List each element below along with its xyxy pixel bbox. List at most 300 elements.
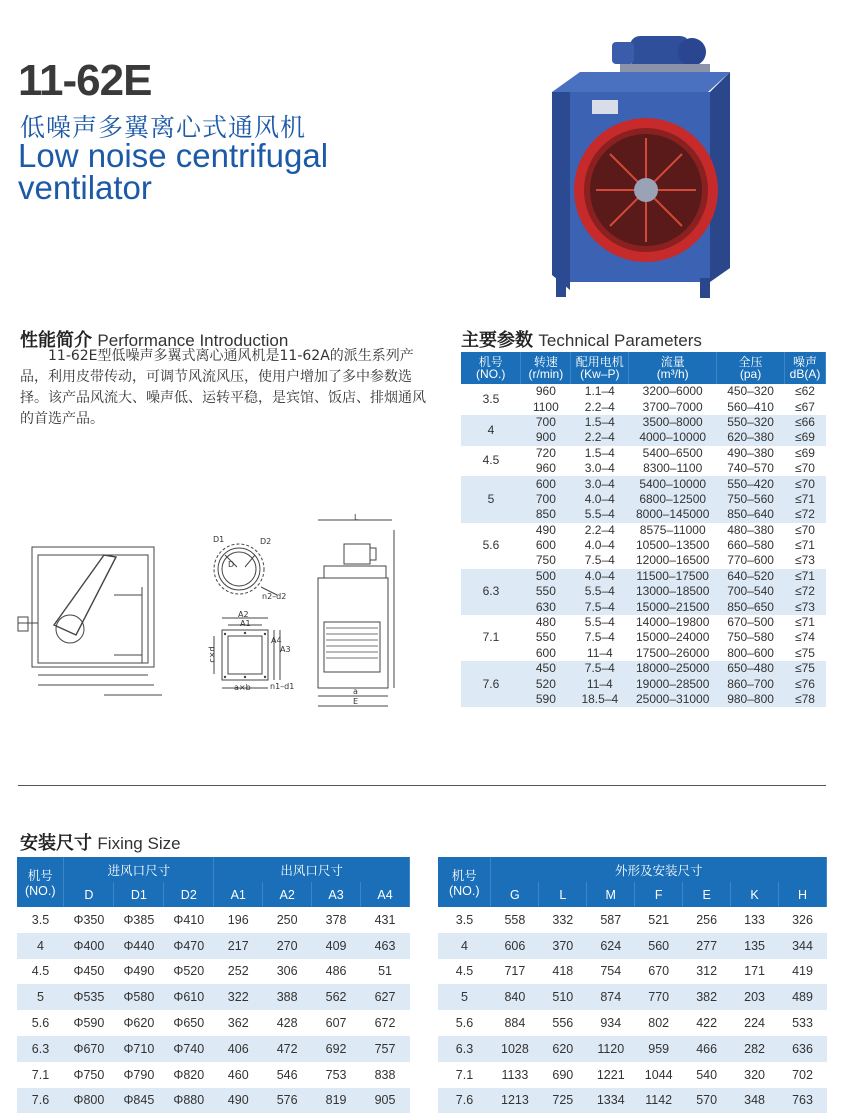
tech-cell: ≤67: [795, 399, 815, 414]
fixR-cell: 312: [696, 964, 718, 979]
tech-cell: 5.5–4: [584, 615, 615, 630]
fixL-row: [17, 933, 410, 959]
label-n1-d1: n1–d1: [270, 682, 295, 691]
fixL-cell: 270: [263, 933, 312, 959]
fixR-cell: 1120: [587, 1036, 635, 1062]
fixL-cell: 6.3: [17, 1036, 64, 1062]
tech-cell: 560–410: [727, 399, 774, 414]
fixL-cell: Φ790: [123, 1067, 155, 1082]
fixR-cell: 934: [600, 1016, 622, 1031]
tech-cell: 1.5–4: [584, 445, 615, 460]
tech-cell: ≤70: [795, 461, 815, 476]
fixR-col-e: E: [683, 882, 731, 907]
tech-cell: 640–520: [717, 569, 785, 584]
fixR-cell: 624: [587, 933, 635, 959]
fixR-cell: 840: [491, 984, 539, 1010]
fixL-cell: 905: [361, 1088, 410, 1113]
fixL-cell: 692: [312, 1036, 361, 1062]
fixL-cell: Φ490: [123, 964, 155, 979]
fixL-cell: Φ820: [173, 1067, 205, 1082]
fixR-cell: 171: [744, 964, 765, 979]
fixL-col-d1: D1: [114, 882, 164, 907]
label-d2: D2: [260, 537, 272, 546]
tech-cell: 550–320: [717, 415, 785, 430]
tech-cell: 12000–16500: [635, 553, 710, 568]
fixR-cell: 959: [635, 1036, 683, 1062]
fixL-cell: 460: [227, 1067, 249, 1082]
tech-cell: 600: [535, 645, 556, 660]
fixL-cell: Φ610: [164, 984, 214, 1010]
technical-heading: [461, 326, 702, 352]
fixL-cell: 5.6: [31, 1016, 50, 1031]
fixR-cell: 1334: [587, 1088, 635, 1113]
fixL-cell: Φ740: [164, 1036, 214, 1062]
tech-cell: 7.5–4: [571, 661, 629, 676]
tech-col-header-line1: 流量: [660, 355, 685, 369]
tech-cell-no: 5.6: [482, 538, 500, 553]
tech-cell: 2.2–4: [571, 430, 629, 445]
fixR-row: [438, 1010, 827, 1036]
fixL-row: [17, 1088, 410, 1113]
fixR-row: [438, 959, 827, 985]
fixL-cell: 196: [227, 912, 249, 927]
tech-col-header-line1: 噪声: [792, 355, 817, 369]
tech-cell: 850–640: [717, 507, 785, 522]
fixR-no-header: 机号 (NO.): [438, 857, 491, 907]
tech-cell: ≤62: [795, 384, 815, 399]
tech-cell: 14000–19800: [635, 615, 710, 630]
fixL-cell: 7.6: [17, 1088, 64, 1113]
fixR-cell: 1221: [596, 1067, 625, 1082]
fixL-cell: 217: [214, 933, 263, 959]
tech-cell: 3.0–4: [584, 461, 615, 476]
tech-cell: 700: [521, 415, 571, 430]
tech-row: [461, 476, 826, 491]
tech-cell: 4000–10000: [629, 430, 717, 445]
tech-cell: 5.5–4: [571, 584, 629, 599]
fixR-cell: 489: [779, 984, 827, 1010]
tech-cell: ≤71: [795, 615, 815, 630]
fixR-col-l: L: [539, 882, 587, 907]
tech-cell: ≤71: [785, 569, 826, 584]
tech-cell: 25000–31000: [629, 692, 717, 707]
tech-cell: 7.5–4: [584, 553, 615, 568]
tech-cell-no: 5: [461, 476, 521, 522]
tech-cell: ≤66: [785, 415, 826, 430]
fixL-cell: 546: [276, 1067, 298, 1082]
tech-cell: ≤78: [785, 692, 826, 707]
performance-heading-cn: 性能简介: [20, 330, 92, 351]
tech-cell: ≤72: [785, 507, 826, 522]
tech-cell: 11500–17500: [629, 569, 717, 584]
tech-cell: ≤75: [785, 661, 826, 676]
technical-header-row: [461, 352, 826, 384]
tech-col-header: [461, 352, 521, 384]
fixL-row: [17, 959, 410, 985]
fixL-cell: 431: [374, 912, 396, 927]
tech-row: [461, 523, 826, 538]
fixL-cell: 472: [263, 1036, 312, 1062]
fixR-cell: 560: [635, 933, 683, 959]
tech-cell: 800–600: [727, 645, 774, 660]
tech-cell: 740–570: [727, 461, 774, 476]
fixR-cell: 884: [504, 1016, 526, 1031]
tech-cell: 900: [521, 430, 571, 445]
tech-cell: 10500–13500: [635, 538, 710, 553]
fixL-cell: 757: [361, 1036, 410, 1062]
label-l: L: [354, 513, 359, 522]
label-axb: a×b: [234, 683, 251, 692]
performance-text: [20, 346, 432, 430]
fixL-no-header: 机号 (NO.): [17, 857, 64, 907]
fixR-cell: 4: [438, 933, 491, 959]
fixL-col-d: D: [64, 882, 114, 907]
fixR-cell: 670: [648, 964, 670, 979]
fixR-cell: 382: [683, 984, 731, 1010]
tech-cell: ≤69: [795, 445, 815, 460]
tech-cell: 1100: [532, 399, 559, 414]
tech-cell-no: 3.5: [482, 391, 500, 406]
tech-col-header-line2: (m³/h): [656, 367, 689, 381]
tech-cell: 19000–28500: [629, 676, 717, 691]
tech-cell: 450: [521, 661, 571, 676]
fixR-cell: 224: [744, 1016, 765, 1031]
tech-cell: 960: [535, 461, 556, 476]
fixR-cell: 282: [731, 1036, 779, 1062]
fixR-row: [438, 1036, 827, 1062]
label-a1: A1: [240, 619, 251, 628]
tech-col-header-line1: 转速: [533, 355, 558, 369]
fixR-cell: 5.6: [455, 1016, 474, 1031]
fixL-row: [17, 907, 410, 933]
fixL-row: [17, 1062, 410, 1088]
tech-cell: 480–380: [727, 522, 774, 537]
fixL-cell: Φ800: [64, 1088, 114, 1113]
fixL-cell: Φ450: [73, 964, 105, 979]
tech-cell: ≤72: [785, 584, 826, 599]
fixL-col-d2: D2: [164, 882, 214, 907]
tech-row: [461, 415, 826, 430]
fixL-cell: 378: [325, 912, 347, 927]
fixR-cell: 690: [552, 1067, 574, 1082]
fixR-cell: 533: [792, 1016, 813, 1031]
fixL-row: [17, 1010, 410, 1036]
fixL-cell: 409: [312, 933, 361, 959]
fixL-col-a1: A1: [214, 882, 263, 907]
tech-cell: 600: [521, 476, 571, 491]
tech-cell: 15000–21500: [629, 599, 717, 614]
tech-cell: 7.5–4: [571, 599, 629, 614]
tech-cell: 700–540: [717, 584, 785, 599]
tech-cell: 960: [535, 384, 556, 399]
title-english-line1: Low noise centrifugal: [18, 137, 329, 174]
title-english: [18, 137, 329, 206]
fixL-cell: 250: [276, 912, 298, 927]
fixR-col-g: G: [491, 882, 539, 907]
tech-row: [461, 569, 826, 584]
tech-cell-no: 7.6: [461, 661, 521, 707]
tech-col-header-line2: (r/min): [528, 367, 564, 381]
tech-cell: ≤73: [785, 599, 826, 614]
fixR-cell: 203: [731, 984, 779, 1010]
label-a2: A2: [238, 610, 249, 619]
fixR-cell: 418: [552, 964, 574, 979]
fixL-cell: 3.5: [31, 912, 50, 927]
tech-cell: 8000–145000: [629, 507, 717, 522]
fixR-cell: 620: [539, 1036, 587, 1062]
technical-heading-en: Technical Parameters: [538, 331, 702, 350]
fixL-col-a4: A4: [361, 882, 410, 907]
section-divider: [18, 785, 826, 786]
fixR-cell: 320: [744, 1067, 765, 1082]
fixR-cell: 370: [539, 933, 587, 959]
fixR-group-header: 外形及安装尺寸: [491, 857, 827, 882]
fixing-table-right: [438, 857, 827, 1113]
tech-cell: 750: [535, 553, 556, 568]
fixR-cell: 3.5: [455, 912, 474, 927]
fixR-cell: 717: [504, 964, 526, 979]
tech-cell: 3500–8000: [629, 415, 717, 430]
fixL-cell: Φ580: [114, 984, 164, 1010]
tech-col-header-line1: 全压: [738, 355, 763, 369]
fixR-cell: 754: [600, 964, 622, 979]
fixR-row: [438, 984, 827, 1010]
fixR-cell: 636: [779, 1036, 827, 1062]
fixR-cell: 1213: [491, 1088, 539, 1113]
fixL-row: [17, 984, 410, 1010]
fixL-cell: Φ880: [164, 1088, 214, 1113]
tech-cell: 850–650: [717, 599, 785, 614]
fixR-cell: 702: [792, 1067, 813, 1082]
tech-cell: 720: [535, 445, 556, 460]
fixR-cell: 570: [683, 1088, 731, 1113]
fixR-cell: 7.6: [438, 1088, 491, 1113]
label-d1: D1: [213, 535, 225, 544]
fixL-cell: 306: [276, 964, 298, 979]
model-number: 11-62E: [18, 56, 152, 105]
fixL-cell: 252: [227, 964, 249, 979]
label-a4: A4: [271, 636, 282, 645]
tech-cell: 620–380: [717, 430, 785, 445]
fixing-heading-cn: 安装尺寸: [20, 833, 92, 854]
tech-cell: ≤71: [785, 492, 826, 507]
fixL-cell: 819: [312, 1088, 361, 1113]
tech-cell: 600: [535, 538, 556, 553]
tech-cell: 1.5–4: [571, 415, 629, 430]
tech-col-header-line2: (NO.): [476, 367, 506, 381]
label-n2-d2: n2–d2: [262, 592, 287, 601]
tech-cell: 11–4: [586, 645, 613, 660]
tech-cell: 5400–10000: [629, 476, 717, 491]
tech-cell: ≤76: [785, 676, 826, 691]
fixR-cell: 256: [696, 912, 718, 927]
fixR-cell: 422: [696, 1016, 718, 1031]
fixing-heading-en: Fixing Size: [97, 834, 181, 853]
tech-cell-no: 4.5: [482, 453, 500, 468]
label-cxd: c×d: [207, 646, 217, 663]
fixR-cell: 606: [491, 933, 539, 959]
fixR-cell: 802: [648, 1016, 670, 1031]
fixL-cell: 627: [361, 984, 410, 1010]
tech-cell: 860–700: [717, 676, 785, 691]
tech-cell: 770–600: [727, 553, 774, 568]
tech-cell: 980–800: [717, 692, 785, 707]
fixL-row: [17, 1036, 410, 1062]
fixL-cell: Φ620: [123, 1016, 155, 1031]
fixL-cell: Φ470: [164, 933, 214, 959]
tech-row: [461, 615, 826, 630]
tech-cell: 550: [535, 630, 556, 645]
fixL-cell: Φ385: [123, 912, 155, 927]
fixL-cell: Φ520: [173, 964, 205, 979]
technical-table: [461, 352, 826, 707]
tech-cell: 7.5–4: [584, 630, 615, 645]
front-view-drawing: [310, 510, 400, 710]
fixL-cell: 7.1: [31, 1067, 50, 1082]
title-english-line2: ventilator: [18, 169, 152, 206]
tech-cell: 2.2–4: [584, 399, 615, 414]
tech-cell-no: 6.3: [461, 569, 521, 615]
tech-col-header-line2: (pa): [739, 367, 762, 381]
title-chinese: 低噪声多翼离心式通风机: [20, 113, 307, 142]
fixing-table-left: [17, 857, 410, 1113]
fixL-inlet-header: 进风口尺寸: [64, 857, 214, 882]
fixL-cell: 322: [214, 984, 263, 1010]
fixL-cell: 406: [214, 1036, 263, 1062]
fixL-cell: 562: [312, 984, 361, 1010]
tech-row: [461, 384, 826, 399]
tech-cell: 1.1–4: [584, 384, 615, 399]
fixL-cell: 838: [374, 1067, 396, 1082]
tech-cell: 750–560: [717, 492, 785, 507]
fixR-cell: 770: [635, 984, 683, 1010]
fixR-cell: 725: [539, 1088, 587, 1113]
fixL-cell: Φ845: [114, 1088, 164, 1113]
fixL-cell: 388: [263, 984, 312, 1010]
fixR-cell: 5: [438, 984, 491, 1010]
fixR-col-h: H: [779, 882, 827, 907]
fixL-cell: Φ590: [73, 1016, 105, 1031]
tech-cell: 3.0–4: [571, 476, 629, 491]
fixR-cell: 419: [792, 964, 813, 979]
tech-cell: 590: [521, 692, 571, 707]
fixL-col-a2: A2: [263, 882, 312, 907]
tech-col-header-line2: (Kw–P): [580, 367, 620, 381]
fixL-cell: 672: [374, 1016, 396, 1031]
fixL-cell: 486: [325, 964, 347, 979]
fixR-cell: 763: [779, 1088, 827, 1113]
performance-heading-en: Performance Introduction: [97, 331, 289, 350]
fixL-cell: Φ750: [73, 1067, 105, 1082]
fixR-row: [438, 1062, 827, 1088]
tech-cell: 520: [521, 676, 571, 691]
tech-cell: ≤70: [795, 522, 815, 537]
label-a3: A3: [280, 645, 291, 654]
tech-cell: 4.0–4: [571, 569, 629, 584]
side-view-drawing: [14, 535, 164, 705]
fixL-cell: 490: [214, 1088, 263, 1113]
tech-cell: 4.0–4: [584, 538, 615, 553]
fixR-cell: 556: [552, 1016, 574, 1031]
tech-cell: 660–580: [727, 538, 774, 553]
fixL-cell: Φ440: [114, 933, 164, 959]
tech-cell: 2.2–4: [584, 522, 615, 537]
tech-cell: 8300–1100: [643, 461, 703, 476]
tech-col-header: [717, 352, 785, 384]
tech-cell: 11–4: [571, 676, 629, 691]
fixL-cell: 4.5: [31, 964, 50, 979]
fixR-cell: 6.3: [438, 1036, 491, 1062]
fixR-cell: 1028: [491, 1036, 539, 1062]
fixL-cell: 428: [276, 1016, 298, 1031]
tech-cell: 850: [521, 507, 571, 522]
fixL-cell: 753: [325, 1067, 347, 1082]
tech-cell: 18.5–4: [571, 692, 629, 707]
fixL-cell: Φ650: [173, 1016, 205, 1031]
tech-cell: ≤74: [795, 630, 815, 645]
label-e: E: [353, 697, 359, 706]
tech-col-header: [785, 352, 826, 384]
fixR-cell: 4.5: [455, 964, 474, 979]
fixR-cell: 7.1: [455, 1067, 474, 1082]
tech-row: [461, 446, 826, 461]
fixL-cell: Φ350: [73, 912, 105, 927]
fixR-cell: 326: [792, 912, 813, 927]
fixR-col-f: F: [635, 882, 683, 907]
fixL-cell: 4: [17, 933, 64, 959]
tech-cell: 490–380: [727, 445, 774, 460]
fan-photo: [540, 20, 750, 300]
fixR-cell: 587: [600, 912, 622, 927]
tech-cell: ≤75: [795, 645, 815, 660]
tech-col-header: [571, 352, 629, 384]
tech-cell: 650–480: [717, 661, 785, 676]
tech-cell: 750–580: [727, 630, 774, 645]
fixR-cell: 344: [779, 933, 827, 959]
fixR-cell: 874: [587, 984, 635, 1010]
tech-cell: 15000–24000: [635, 630, 710, 645]
tech-col-header-line2: dB(A): [789, 367, 821, 381]
fixing-heading: [20, 829, 181, 855]
tech-cell: 3700–7000: [642, 399, 703, 414]
fixL-cell: 51: [378, 964, 392, 979]
tech-cell: 5400–6500: [642, 445, 703, 460]
tech-cell: 480: [535, 615, 556, 630]
fixL-cell: Φ710: [114, 1036, 164, 1062]
fixL-outlet-header: 出风口尺寸: [214, 857, 410, 882]
tech-cell-no: 4: [461, 415, 521, 446]
fixR-cell: 133: [744, 912, 765, 927]
fixR-col-m: M: [587, 882, 635, 907]
tech-cell: 550–420: [717, 476, 785, 491]
fixL-cell: 607: [325, 1016, 347, 1031]
fixL-cell: Φ400: [64, 933, 114, 959]
tech-cell: 630: [521, 599, 571, 614]
fixR-row: [438, 1088, 827, 1113]
tech-cell: 4.0–4: [571, 492, 629, 507]
tech-cell: 670–500: [727, 615, 774, 630]
fixR-cell: 540: [696, 1067, 718, 1082]
fixR-col-k: K: [731, 882, 779, 907]
tech-cell: ≤71: [795, 538, 815, 553]
tech-cell: 18000–25000: [629, 661, 717, 676]
tech-cell: ≤73: [795, 553, 815, 568]
fixL-cell: 362: [227, 1016, 249, 1031]
fixR-row: [438, 933, 827, 959]
tech-cell: 450–320: [727, 384, 774, 399]
tech-cell: 6800–12500: [629, 492, 717, 507]
fixR-cell: 558: [504, 912, 526, 927]
